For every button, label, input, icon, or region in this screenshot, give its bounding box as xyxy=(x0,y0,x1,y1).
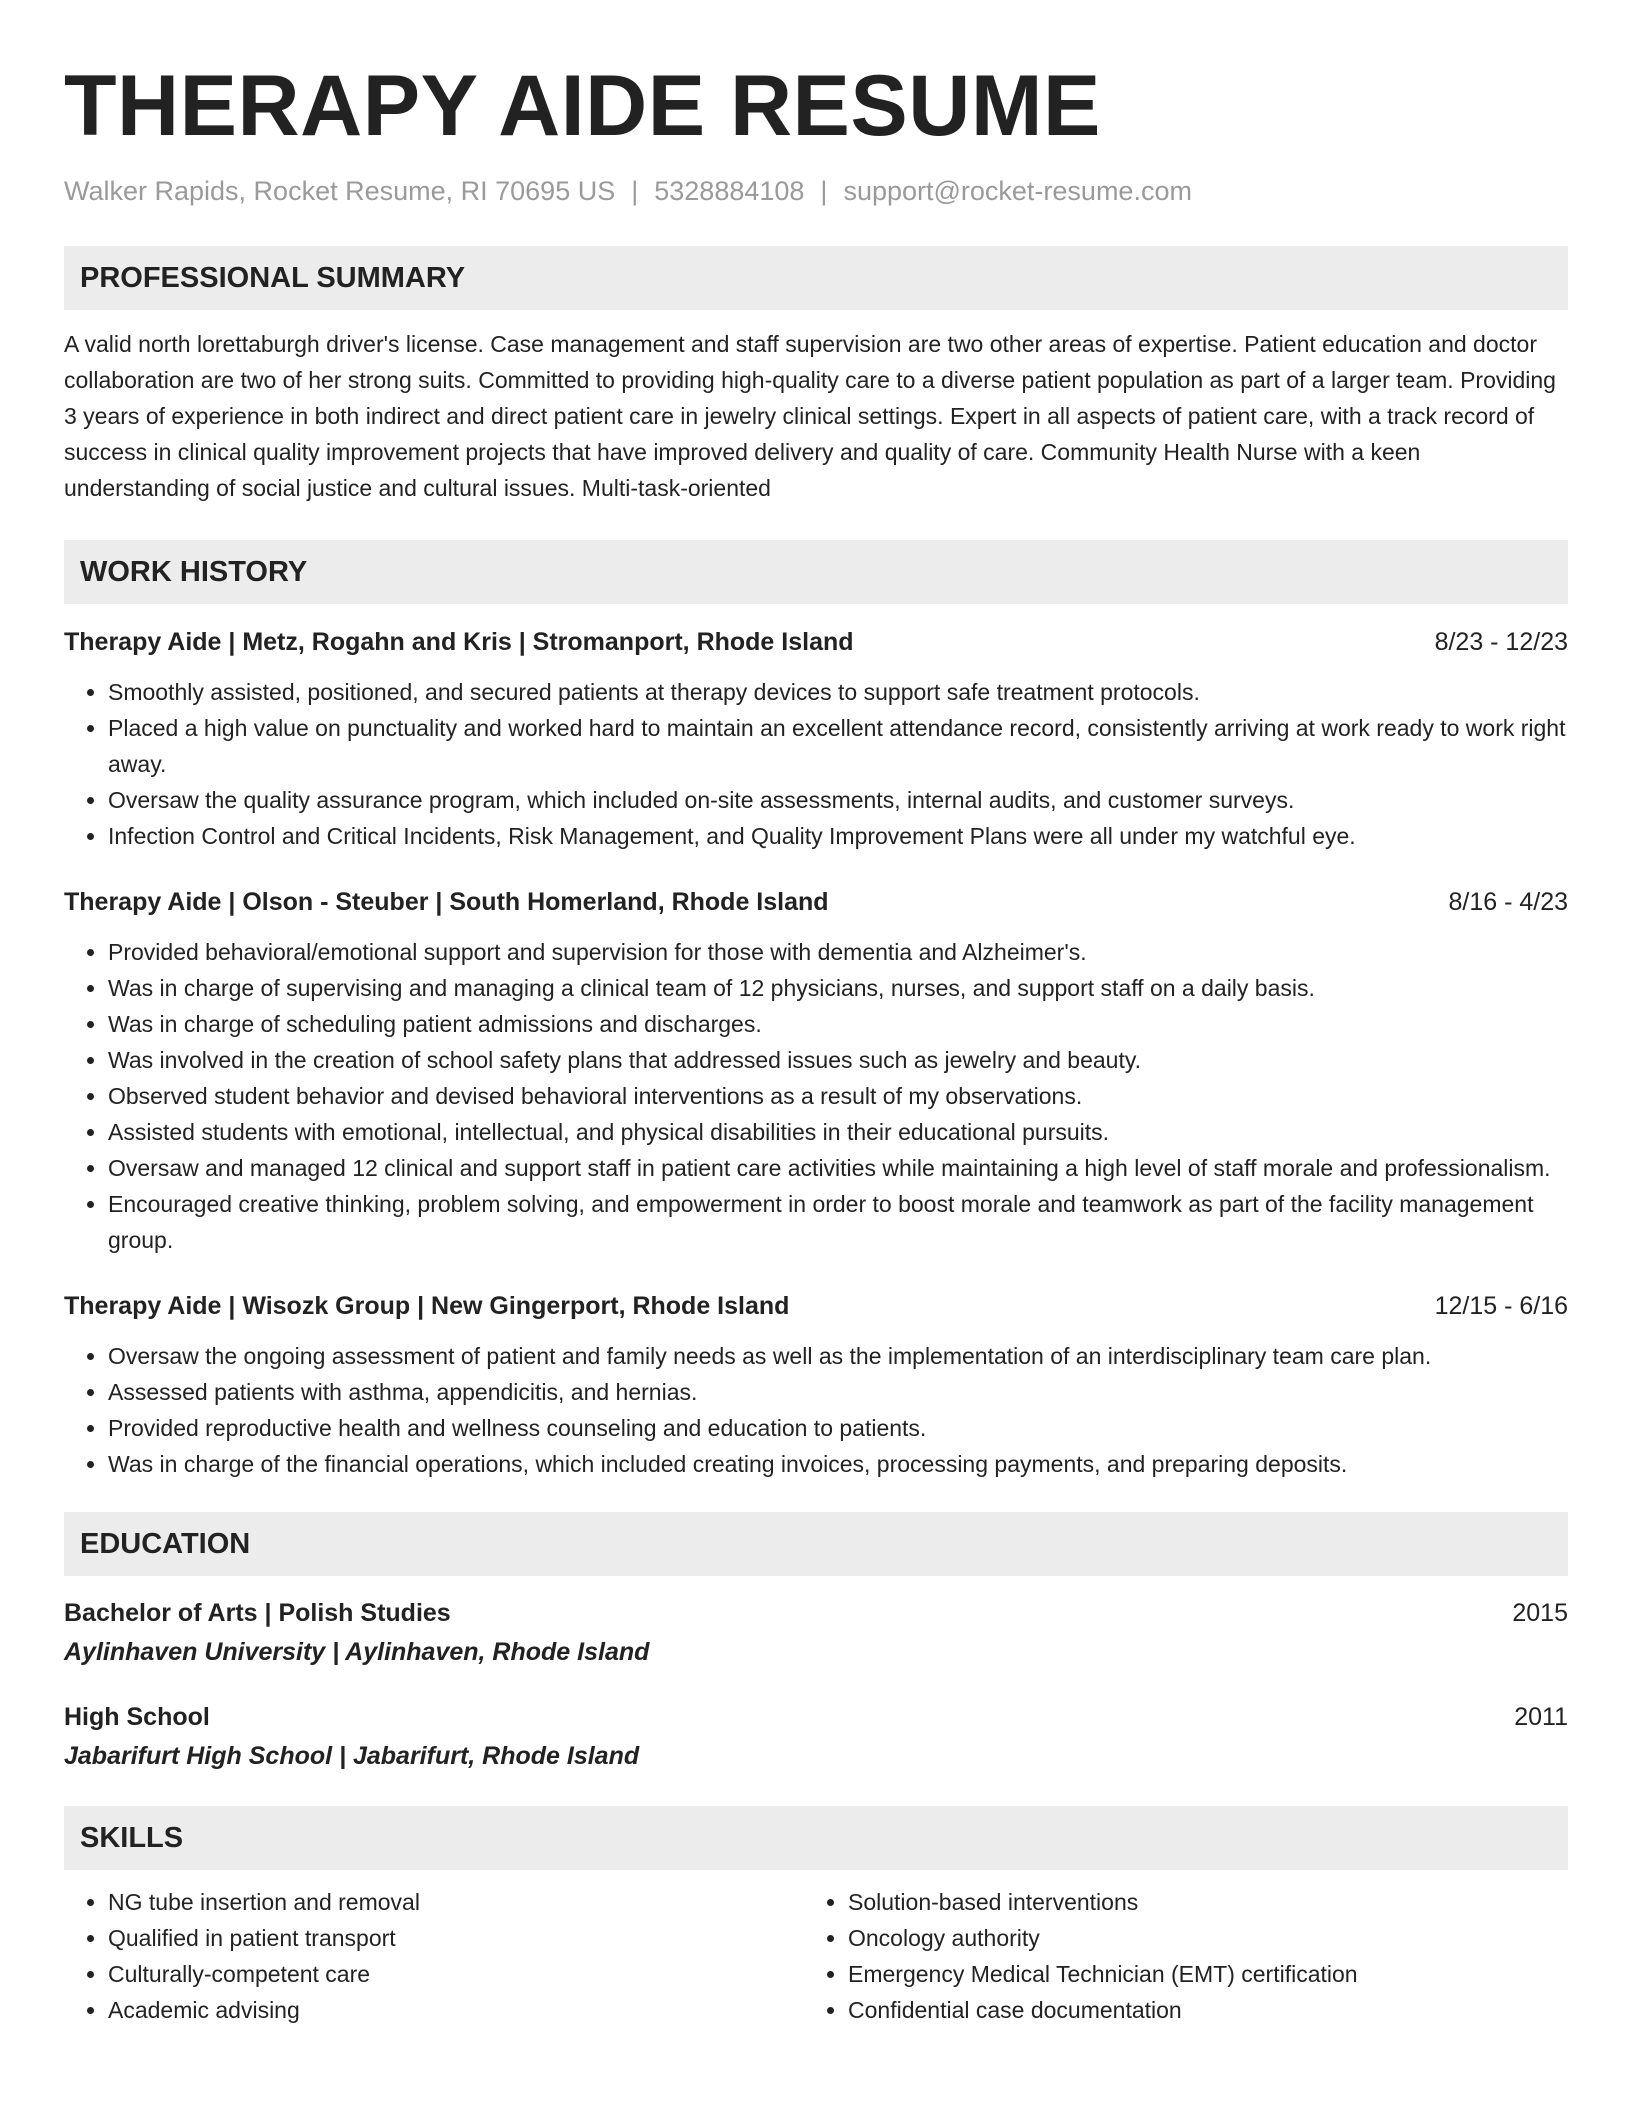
job-entry xyxy=(64,884,1568,1258)
education-header xyxy=(64,1594,1568,1632)
job-title: Therapy Aide | Olson - Steuber | South Homerland, Rhode Island xyxy=(64,888,829,916)
job-dates: 12/15 - 6/16 xyxy=(1434,1292,1568,1320)
education-entry xyxy=(64,1594,1568,1672)
list-item: • Oversaw the quality assurance program, which included on-site assessments, internal audits, and customer surveys. xyxy=(108,782,1568,818)
job-header xyxy=(64,1288,1568,1324)
school: Aylinhaven University | Aylinhaven, Rhode Island xyxy=(64,1638,650,1666)
skills-column-right xyxy=(804,1884,1544,2028)
contact-line xyxy=(64,174,1568,208)
list-item: • Provided reproductive health and wellness counseling and education to patients. xyxy=(108,1410,1568,1446)
school: Jabarifurt High School | Jabarifurt, Rhode Island xyxy=(64,1742,640,1770)
education-entry xyxy=(64,1698,1568,1776)
list-item: • Infection Control and Critical Incidents, Risk Management, and Quality Improvement Plans were all under my watchful eye. xyxy=(108,818,1568,854)
job-header xyxy=(64,884,1568,920)
list-item: • Assisted students with emotional, intellectual, and physical disabilities in their educational pursuits. xyxy=(108,1114,1568,1150)
list-item: • Oncology authority xyxy=(848,1920,1544,1956)
list-item: • Confidential case documentation xyxy=(848,1992,1544,2028)
job-entry xyxy=(64,624,1568,854)
phone-number: 5328884108 xyxy=(654,176,805,206)
list-item: • Academic advising xyxy=(108,1992,804,2028)
separator: | xyxy=(631,176,639,206)
education-header xyxy=(64,1698,1568,1736)
summary-text: A valid north lorettaburgh driver's license. Case management and staff supervision are two other areas of expertise. Patient education and doctor collaboration are two of her strong suits. Committed to providing high-quality care to a diverse patient population as part of a larger team. Providing 3 years of experience in both indirect and direct patient care in jewelry clinical settings. Expert in all aspects of patient care, with a track record of success in clinical quality improvement projects that have improved delivery and quality of care. Community Health Nurse with a keen understanding of social justice and cultural issues. Multi-task-oriented xyxy=(64,331,1556,501)
list-item: • Qualified in patient transport xyxy=(108,1920,804,1956)
section-header-skills: SKILLS xyxy=(64,1806,1568,1870)
list-item: • Oversaw the ongoing assessment of patient and family needs as well as the implementation of an interdisciplinary team care plan. xyxy=(108,1338,1568,1374)
job-bullets xyxy=(64,674,1568,854)
section-header-education: EDUCATION xyxy=(64,1512,1568,1576)
job-entry xyxy=(64,1288,1568,1482)
job-title: Therapy Aide | Wisozk Group | New Gingerport, Rhode Island xyxy=(64,1292,790,1320)
section-header-summary: PROFESSIONAL SUMMARY xyxy=(64,246,1568,310)
list-item: • Smoothly assisted, positioned, and secured patients at therapy devices to support safe treatment protocols. xyxy=(108,674,1568,710)
list-item: • Was involved in the creation of school safety plans that addressed issues such as jewelry and beauty. xyxy=(108,1042,1568,1078)
list-item: • Culturally-competent care xyxy=(108,1956,804,1992)
list-item: • NG tube insertion and removal xyxy=(108,1884,804,1920)
section-header-work-history: WORK HISTORY xyxy=(64,540,1568,604)
address: Walker Rapids, Rocket Resume, RI 70695 US xyxy=(64,176,616,206)
list-item: • Was in charge of supervising and managing a clinical team of 12 physicians, nurses, and support staff on a daily basis. xyxy=(108,970,1568,1006)
list-item: • Emergency Medical Technician (EMT) certification xyxy=(848,1956,1544,1992)
resume-title: THERAPY AIDE RESUME xyxy=(64,58,1101,154)
job-bullets xyxy=(64,1338,1568,1482)
degree: Bachelor of Arts | Polish Studies xyxy=(64,1599,451,1627)
list-item: • Oversaw and managed 12 clinical and support staff in patient care activities while maintaining a high level of staff morale and professionalism. xyxy=(108,1150,1568,1186)
job-dates: 8/16 - 4/23 xyxy=(1448,888,1568,916)
skills-column-left xyxy=(64,1884,804,2028)
skills-list xyxy=(64,1884,1568,2028)
list-item: • Was in charge of scheduling patient admissions and discharges. xyxy=(108,1006,1568,1042)
separator: | xyxy=(820,176,828,206)
list-item: • Was in charge of the financial operations, which included creating invoices, processing payments, and preparing deposits. xyxy=(108,1446,1568,1482)
degree: High School xyxy=(64,1703,210,1731)
job-title: Therapy Aide | Metz, Rogahn and Kris | Stromanport, Rhode Island xyxy=(64,628,854,656)
list-item: • Encouraged creative thinking, problem solving, and empowerment in order to boost morale and teamwork as part of the facility management group. xyxy=(108,1186,1568,1258)
graduation-year: 2015 xyxy=(1512,1599,1568,1627)
list-item: • Assessed patients with asthma, appendicitis, and hernias. xyxy=(108,1374,1568,1410)
list-item: • Solution-based interventions xyxy=(848,1884,1544,1920)
job-bullets xyxy=(64,934,1568,1258)
list-item: • Provided behavioral/emotional support and supervision for those with dementia and Alzheimer's. xyxy=(108,934,1568,970)
graduation-year: 2011 xyxy=(1514,1703,1568,1731)
job-dates: 8/23 - 12/23 xyxy=(1434,628,1568,656)
email-address: support@rocket-resume.com xyxy=(843,176,1192,206)
job-header xyxy=(64,624,1568,660)
list-item: • Observed student behavior and devised behavioral interventions as a result of my observations. xyxy=(108,1078,1568,1114)
list-item: • Placed a high value on punctuality and worked hard to maintain an excellent attendance record, consistently arriving at work ready to work right away. xyxy=(108,710,1568,782)
